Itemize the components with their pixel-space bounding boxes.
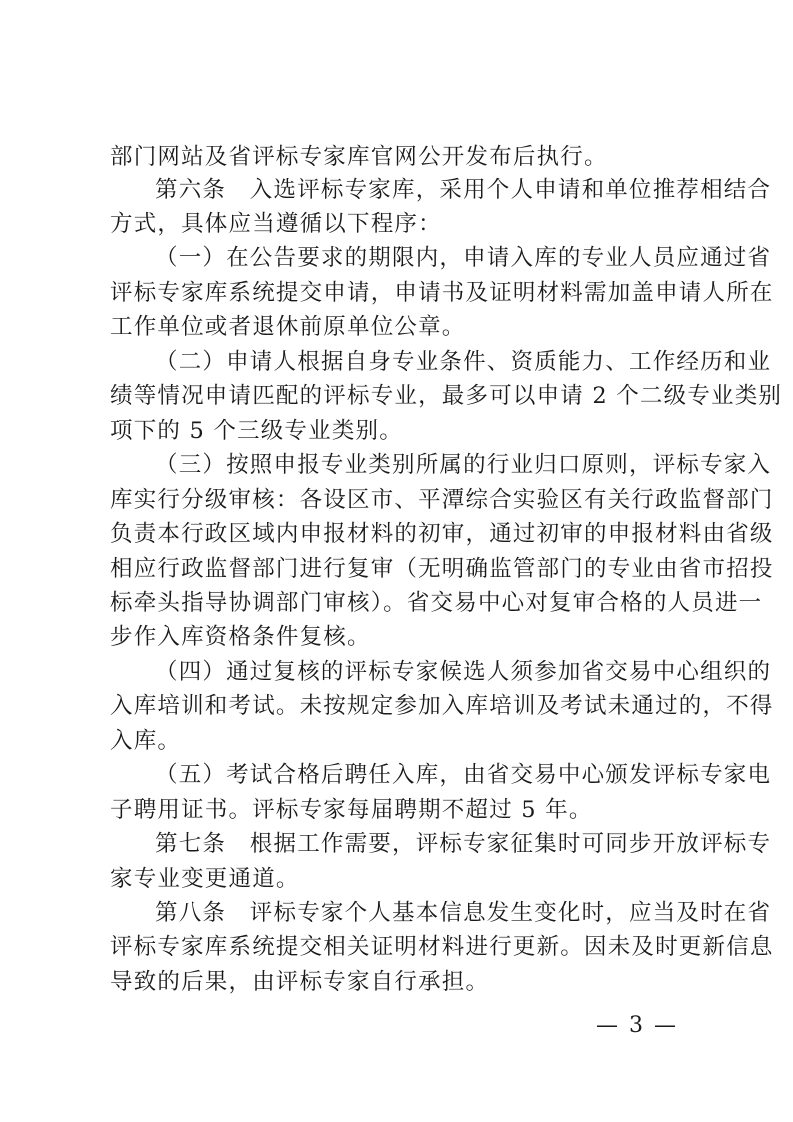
- item-4-line: （四）通过复核的评标专家候选人须参加省交易中心组织的: [155, 659, 772, 685]
- text-line: 步作入库资格条件复核。: [110, 624, 371, 650]
- text-line: 绩等情况申请匹配的评标专业，最多可以申请 2 个二级专业类别: [110, 383, 783, 409]
- text-line: 导致的后果，由评标专家自行承担。: [110, 969, 490, 995]
- text-line: 部门网站及省评标专家库官网公开发布后执行。: [110, 144, 608, 170]
- text-line: 家专业变更通道。: [110, 866, 300, 892]
- item-5-line: （五）考试合格后聘任入库，由省交易中心颁发评标专家电: [155, 762, 772, 788]
- text-line: 子聘用证书。评标专家每届聘期不超过 5 年。: [110, 797, 593, 823]
- text-line: 负责本行政区域内申报材料的初审，通过初审的申报材料由省级: [110, 521, 774, 547]
- text-line: 方式，具体应当遵循以下程序：: [110, 211, 442, 237]
- page-number: — 3 —: [596, 1013, 678, 1038]
- text-line: 项下的 5 个三级专业类别。: [110, 418, 403, 444]
- text-line: 评标专家库系统提交相关证明材料进行更新。因未及时更新信息: [110, 934, 774, 960]
- item-2-line: （二）申请人根据自身专业条件、资质能力、工作经历和业: [155, 349, 772, 375]
- article-8-heading-line: 第八条 评标专家个人基本信息发生变化时，应当及时在省: [155, 900, 772, 926]
- article-7-heading-line: 第七条 根据工作需要，评标专家征集时可同步开放评标专: [155, 831, 772, 857]
- text-line: 评标专家库系统提交申请，申请书及证明材料需加盖申请人所在: [110, 280, 774, 306]
- text-line: 标牵头指导协调部门审核）。省交易中心对复审合格的人员进一: [110, 590, 763, 616]
- text-line: 入库。: [110, 728, 182, 754]
- item-3-line: （三）按照申报专业类别所属的行业归口原则，评标专家入: [155, 452, 772, 478]
- article-6-heading-line: 第六条 入选评标专家库，采用个人申请和单位推荐相结合: [155, 177, 772, 203]
- text-line: 入库培训和考试。未按规定参加入库培训及考试未通过的，不得: [110, 693, 774, 719]
- text-line: 库实行分级审核：各设区市、平潭综合实验区有关行政监督部门: [110, 487, 774, 513]
- text-line: 相应行政监督部门进行复审（无明确监管部门的专业由省市招投: [110, 556, 774, 582]
- text-line: 工作单位或者退休前原单位公章。: [110, 314, 466, 340]
- item-1-line: （一）在公告要求的期限内，申请入库的专业人员应通过省: [155, 245, 772, 271]
